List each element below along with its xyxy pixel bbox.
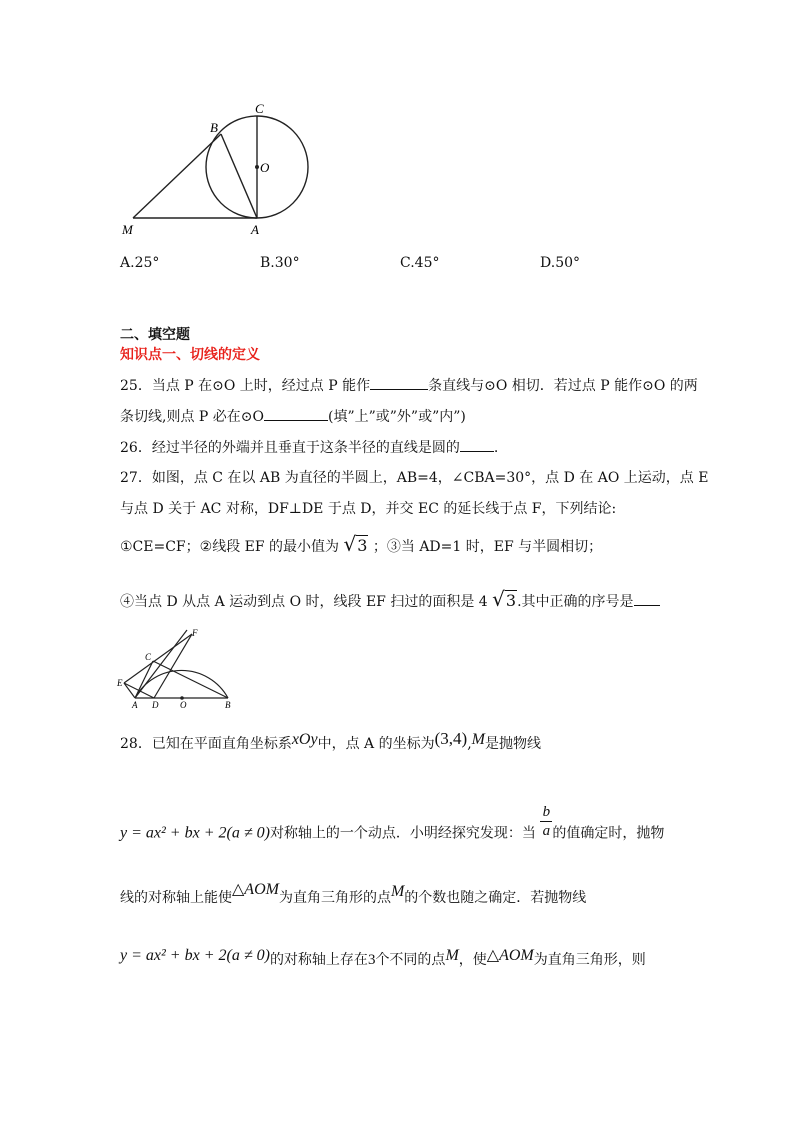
q25-line2: 条切线,则点 P 必在⊙O (填”上”或”外”或”内”) <box>120 406 466 427</box>
q27-line1: 27．如图，点 C 在以 AB 为直径的半圆上，AB=4，∠CBA=30°，点 D 在 AO 上运动，点 E <box>120 470 709 486</box>
math-tri1: △AOM <box>232 881 279 898</box>
label-a2: A <box>132 700 138 710</box>
sqrt-3-a: √3 <box>343 532 368 556</box>
label-d: D <box>152 700 159 710</box>
math-point: (3,4) <box>434 729 468 748</box>
math-m1: M <box>471 731 485 748</box>
label-b: B <box>210 120 218 135</box>
math-tri2: △AOM <box>486 947 534 964</box>
math-m2: M <box>390 883 405 900</box>
figure-circle-tangent <box>118 100 318 240</box>
fraction-b-over-a: $\frac{b}{a}$ <box>540 803 552 840</box>
label-f: F <box>192 628 198 638</box>
choice-c: C.45° <box>400 255 440 271</box>
q26-line: 26．经过半径的外端并且垂直于这条半径的直线是圆的 . <box>120 437 498 458</box>
math-eq2: y = ax² + bx + 2(a ≠ 0) <box>120 947 270 964</box>
q26-blank <box>460 437 494 452</box>
center-dot <box>255 165 259 169</box>
sqrt-3-b: √3 <box>492 587 517 611</box>
label-c: C <box>255 101 264 116</box>
q28-line4: y = ax² + bx + 2(a ≠ 0)的对称轴上存在3个不同的点M，使△AOM为直角三角形，则 <box>120 947 646 968</box>
figure-semicircle <box>115 628 240 712</box>
line-ed <box>124 683 154 698</box>
q25-blank2 <box>264 406 328 421</box>
label-m: M <box>122 222 133 237</box>
secant-mb <box>133 134 221 218</box>
label-b2: B <box>225 700 231 710</box>
knowledge-point-title: 知识点一、切线的定义 <box>120 347 260 363</box>
label-o: O <box>260 160 270 175</box>
q28-line1: 28．已知在平面直角坐标系xOy中，点 A 的坐标为(3,4),M是抛物线 <box>120 729 541 752</box>
choice-b: B.30° <box>260 255 300 271</box>
label-o2: O <box>180 700 187 710</box>
math-m3: M <box>445 947 459 964</box>
q25-blank1 <box>370 375 428 390</box>
q25-line1: 25．当点 P 在⊙O 上时，经过点 P 能作 条直线与⊙O 相切．若过点 P 能作⊙O 的两 <box>120 375 698 396</box>
math-three: 3 <box>367 952 376 968</box>
chord-ba <box>221 134 257 218</box>
math-xoy: xOy <box>291 731 318 748</box>
math-eq1: y = ax² + bx + 2(a ≠ 0) <box>120 824 270 842</box>
q27-line3: ①CE=CF；②线段 EF 的最小值为 √3 ；③当 AD=1 时，EF 与半圆相切； <box>120 532 603 556</box>
choice-d: D.50° <box>540 255 581 271</box>
q27-line2: 与点 D 关于 AC 对称，DF⊥DE 于点 D，并交 EC 的延长线于点 F，下列结论: <box>120 501 617 517</box>
label-a: A <box>251 222 259 237</box>
section-title: 二、填空题 <box>120 327 190 343</box>
choice-a: A.25° <box>120 255 160 271</box>
q27-blank <box>634 591 660 606</box>
q27-line4: ④当点 D 从点 A 运动到点 O 时，线段 EF 扫过的面积是 4 √3.其中正确的序号是 <box>120 589 660 612</box>
q28-line2: y = ax² + bx + 2(a ≠ 0)对称轴上的一个动点．小明经探究发现：当 $\frac{b}{a}$ 的值确定时，抛物 <box>120 804 665 842</box>
label-e: E <box>117 678 123 688</box>
line-ad-f <box>135 630 187 698</box>
line-cb <box>153 661 228 698</box>
q28-line3: 线的对称轴上能使△AOM为直角三角形的点M的个数也随之确定．若抛物线 <box>120 881 587 906</box>
label-c2: C <box>145 652 152 662</box>
